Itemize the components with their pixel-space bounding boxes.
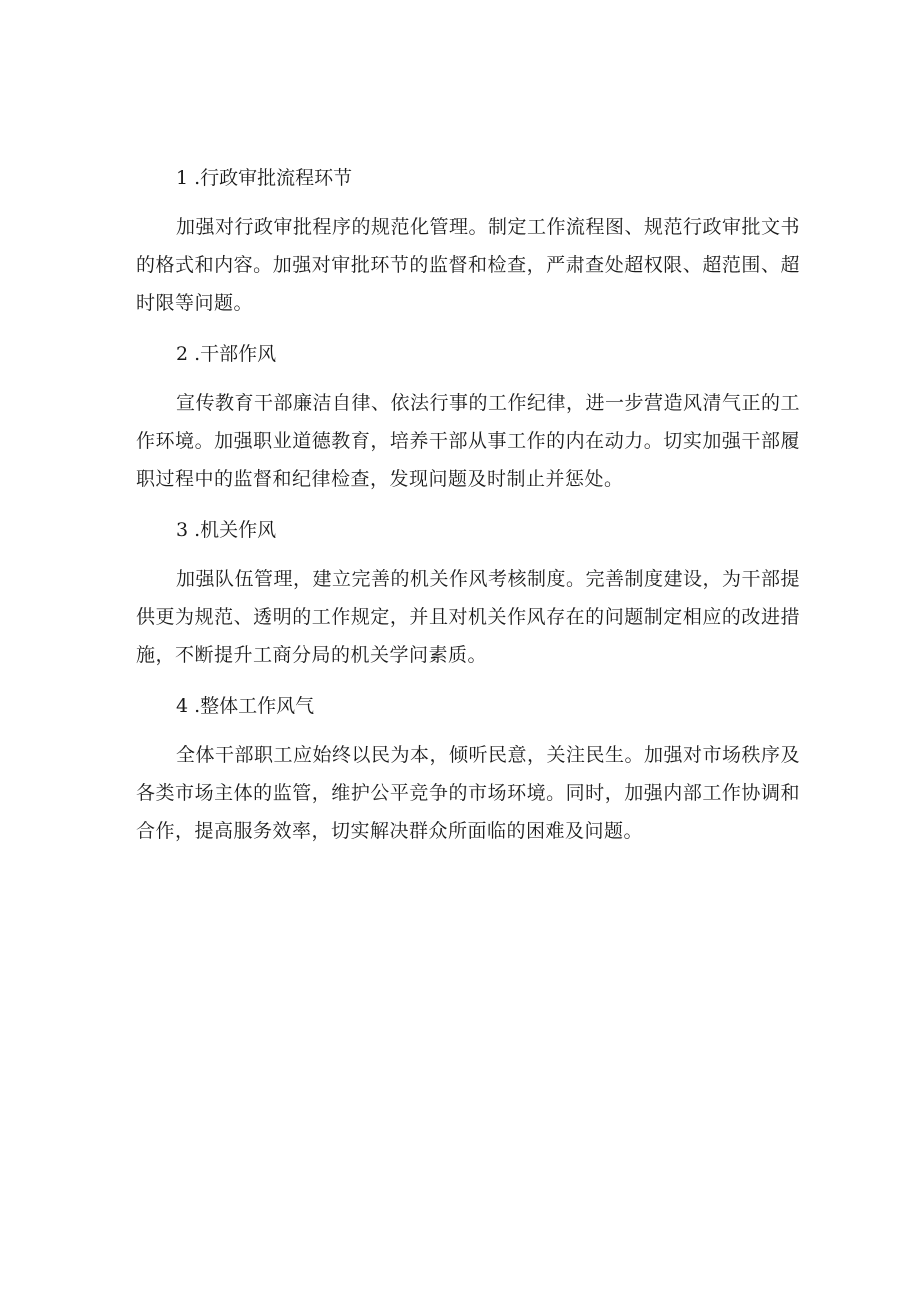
section-number: 4 xyxy=(176,695,189,717)
section-number: 2 xyxy=(176,343,189,365)
section-heading xyxy=(136,336,800,372)
section-number: 3 xyxy=(176,519,189,541)
section-title: .行政审批流程环节 xyxy=(194,167,353,189)
section-paragraph: 宣传教育干部廉洁自律、依法行事的工作纪律，进一步营造风清气正的工作环境。加强职业道德教育，培养干部从事工作的内在动力。切实加强干部履职过程中的监督和纪律检查，发现问题及时制止并惩处。 xyxy=(136,392,801,490)
section-3 xyxy=(136,512,800,674)
section-paragraph: 加强对行政审批程序的规范化管理。制定工作流程图、规范行政审批文书的格式和内容。加强对审批环节的监督和检查，严肃查处超权限、超范围、超时限等问题。 xyxy=(136,216,801,314)
section-title: .机关作风 xyxy=(194,519,277,541)
section-paragraph: 全体干部职工应始终以民为本，倾听民意，关注民生。加强对市场秩序及各类市场主体的监管，维护公平竞争的市场环境。同时，加强内部工作协调和合作，提高服务效率，切实解决群众所面临的困难及问题。 xyxy=(136,744,801,842)
section-heading xyxy=(136,512,800,548)
section-2 xyxy=(136,336,800,498)
section-heading xyxy=(136,160,800,196)
section-1 xyxy=(136,160,800,322)
section-title: .干部作风 xyxy=(194,343,277,365)
section-title: .整体工作风气 xyxy=(194,695,315,717)
section-heading xyxy=(136,688,800,724)
document-content xyxy=(136,160,800,864)
section-number: 1 xyxy=(176,167,189,189)
section-paragraph: 加强队伍管理，建立完善的机关作风考核制度。完善制度建设，为干部提供更为规范、透明的工作规定，并且对机关作风存在的问题制定相应的改进措施，不断提升工商分局的机关学问素质。 xyxy=(136,568,801,666)
section-4 xyxy=(136,688,800,850)
